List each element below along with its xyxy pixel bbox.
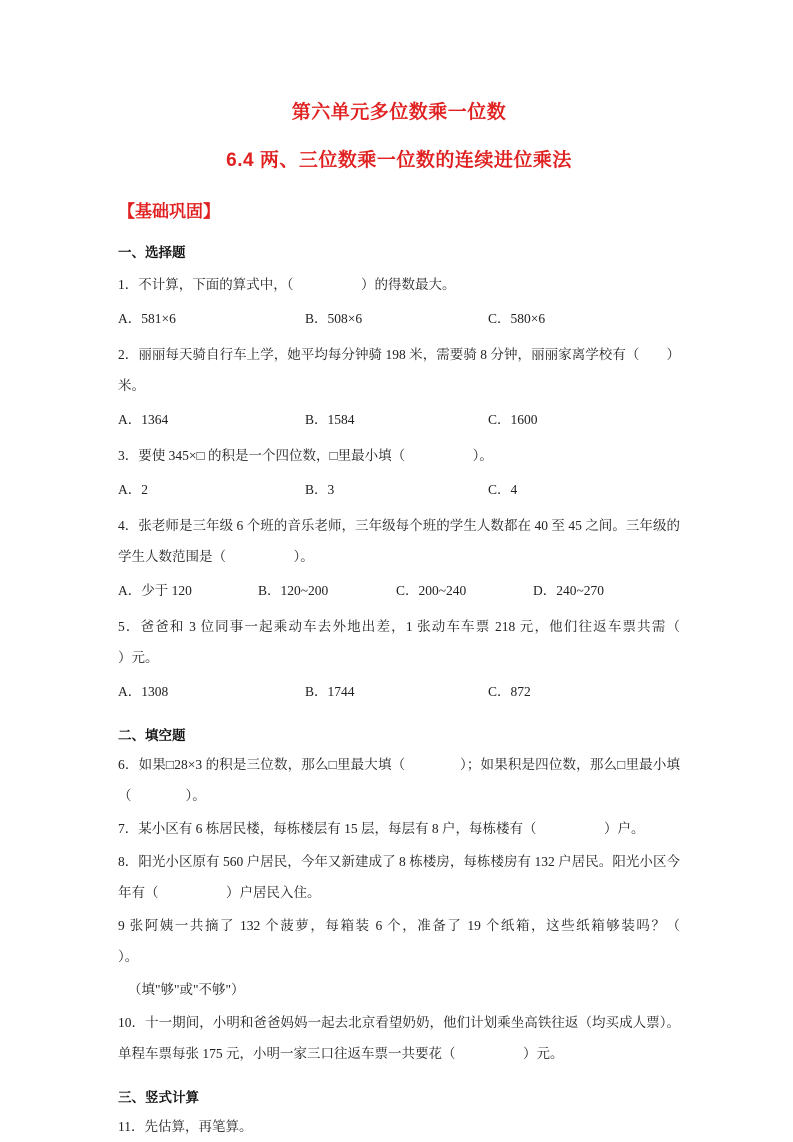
question-1-options (118, 300, 680, 334)
question-10: 10．十一期间，小明和爸爸妈妈一起去北京看望奶奶，他们计划乘坐高铁往返（均买成人票）。单程车票每张 175 元，小明一家三口往返车票一共要花（ ）元。 (118, 1015, 680, 1061)
question-1: 1．不计算，下面的算式中，（ ）的得数最大。 (118, 277, 456, 292)
option-a[interactable]: A．2 (118, 482, 148, 497)
question-5-options (118, 673, 680, 707)
option-c[interactable]: C．580×6 (488, 311, 546, 326)
option-a[interactable]: A．1364 (118, 412, 169, 427)
question-3-options (118, 471, 680, 505)
page-title: 第六单元多位数乘一位数 (291, 102, 507, 123)
question-9: 9 张阿姨一共摘了 132 个菠萝，每箱装 6 个，准备了 19 个纸箱，这些纸箱够装吗？（ ）。 (118, 918, 748, 964)
option-a[interactable]: A．1308 (118, 684, 169, 699)
option-c[interactable]: C．200~240 (396, 583, 467, 598)
option-c[interactable]: C．1600 (488, 412, 538, 427)
option-b[interactable]: B．1584 (305, 412, 355, 427)
section-banner: 【基础巩固】 (118, 202, 220, 221)
question-3: 3．要使 345×□ 的积是一个四位数，□里最小填（ ）。 (118, 448, 493, 463)
option-b[interactable]: B．3 (305, 482, 335, 497)
question-11: 11．先估算，再笔算。 (118, 1119, 253, 1134)
option-b[interactable]: B．120~200 (258, 583, 329, 598)
page-subtitle: 6.4 两、三位数乘一位数的连续进位乘法 (226, 150, 572, 171)
question-4-options (118, 572, 680, 606)
question-7: 7．某小区有 6 栋居民楼，每栋楼层有 15 层，每层有 8 户，每栋楼有（ ）户。 (118, 821, 645, 836)
question-5: 5．爸爸和 3 位同事一起乘动车去外地出差，1 张动车车票 218 元，他们往返车票共需（ ）元。 (118, 619, 748, 665)
section-heading-fill-blank: 二、填空题 (118, 728, 186, 743)
question-8: 8．阳光小区原有 560 户居民，今年又新建成了 8 栋楼房，每栋楼房有 132 户居民。阳光小区今年有（ ）户居民入住。 (118, 854, 680, 900)
page-content (118, 0, 748, 1142)
option-c[interactable]: C．4 (488, 482, 518, 497)
question-9-note: （填"够"或"不够"） (128, 982, 245, 997)
option-b[interactable]: B．508×6 (305, 311, 363, 326)
option-a[interactable]: A．581×6 (118, 311, 176, 326)
question-6: 6．如果□28×3 的积是三位数，那么□里最大填（ ）；如果积是四位数，那么□里最小填（ ）。 (118, 757, 680, 803)
option-d[interactable]: D．240~270 (533, 583, 605, 598)
section-heading-choice: 一、选择题 (118, 245, 186, 260)
option-b[interactable]: B．1744 (305, 684, 355, 699)
question-4: 4．张老师是三年级 6 个班的音乐老师，三年级每个班的学生人数都在 40 至 45 之间。三年级的学生人数范围是（ ）。 (118, 518, 680, 564)
section-heading-vertical-calc: 三、竖式计算 (118, 1090, 199, 1105)
option-a[interactable]: A．少于 120 (118, 583, 192, 598)
question-2: 2．丽丽每天骑自行车上学，她平均每分钟骑 198 米，需要骑 8 分钟，丽丽家离学校有（ ）米。 (118, 347, 680, 393)
question-2-options (118, 401, 680, 435)
option-c[interactable]: C．872 (488, 684, 531, 699)
